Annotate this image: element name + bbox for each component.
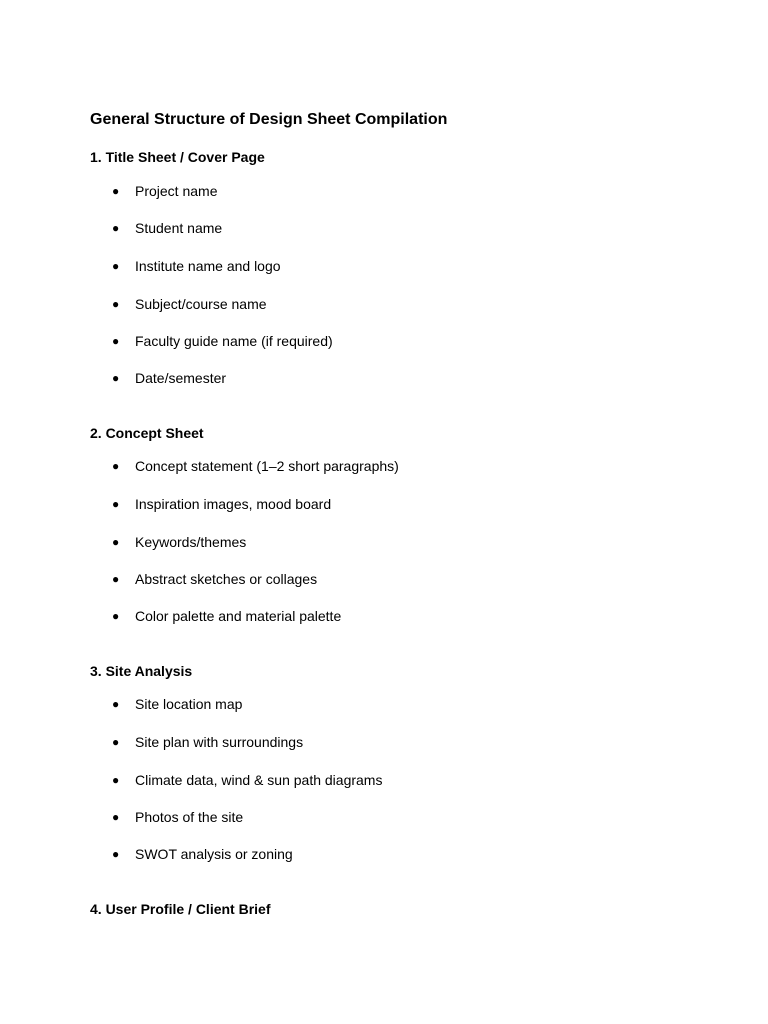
bullet-icon: ● [112,259,120,273]
bullet-icon: ● [112,697,120,711]
list-item-text: Abstract sketches or collages [135,571,318,587]
list-item-text: Site plan with surroundings [135,734,304,750]
bullet-icon: ● [112,847,120,861]
list-item-text: Concept statement (1–2 short paragraphs) [135,458,399,474]
section-heading-site-analysis: 3. Site Analysis [90,663,193,679]
document-title: General Structure of Design Sheet Compilation [90,111,448,128]
bullet-icon: ● [112,735,120,749]
list-item-text: Color palette and material palette [135,608,342,624]
list-item-text: Student name [135,220,223,236]
bullet-icon: ● [112,773,120,787]
section-heading-concept-sheet: 2. Concept Sheet [90,425,204,441]
bullet-icon: ● [112,297,120,311]
list-item-text: SWOT analysis or zoning [135,846,293,862]
list-item-text: Faculty guide name (if required) [135,333,333,349]
list-item-text: Inspiration images, mood board [135,496,332,512]
bullet-icon: ● [112,334,120,348]
bullet-icon: ● [112,497,120,511]
bullet-icon: ● [112,535,120,549]
bullet-icon: ● [112,184,120,198]
list-item-text: Project name [135,183,218,199]
bullet-icon: ● [112,572,120,586]
list-item-text: Date/semester [135,370,227,386]
list-item-text: Institute name and logo [135,258,281,274]
list-item-text: Subject/course name [135,296,267,312]
bullet-icon: ● [112,609,120,623]
section-heading-title-sheet: 1. Title Sheet / Cover Page [90,149,265,165]
bullet-icon: ● [112,221,120,235]
list-item-text: Climate data, wind & sun path diagrams [135,772,383,788]
bullet-icon: ● [112,810,120,824]
bullet-icon: ● [112,371,120,385]
list-item-text: Keywords/themes [135,534,247,550]
section-heading-user-profile: 4. User Profile / Client Brief [90,901,271,917]
list-item-text: Site location map [135,696,243,712]
list-item-text: Photos of the site [135,809,244,825]
bullet-icon: ● [112,459,120,473]
